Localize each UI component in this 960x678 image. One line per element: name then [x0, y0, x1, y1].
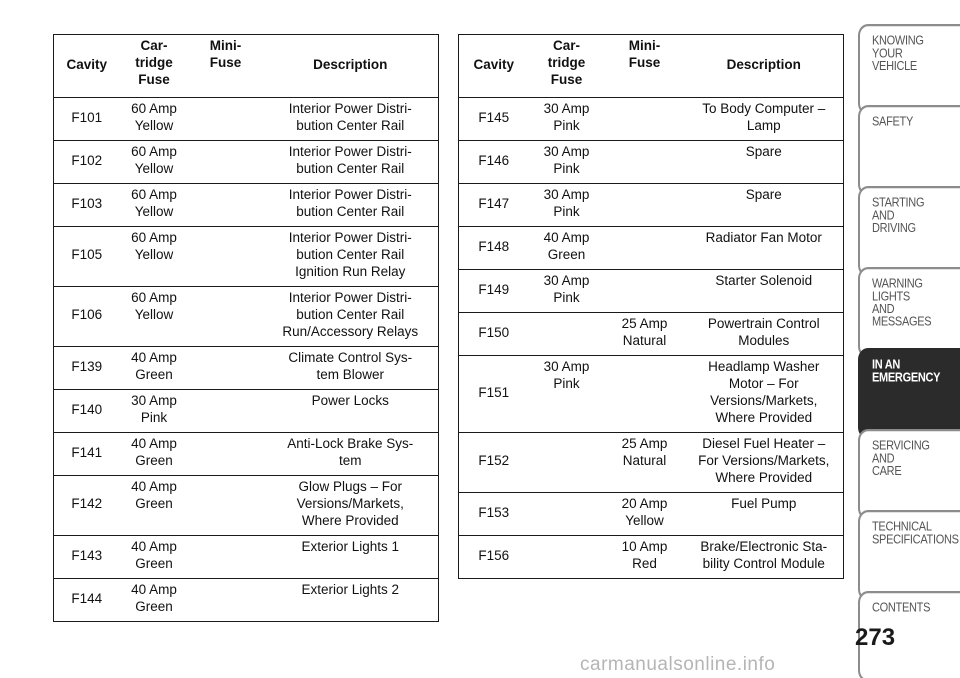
mini-fuse-cell: 25 Amp Natural [605, 313, 685, 356]
table-header-row [54, 35, 439, 98]
page-number: 273 [855, 624, 896, 651]
table-row [459, 313, 844, 356]
mini-fuse-cell [189, 98, 263, 141]
description-cell: Spare [685, 141, 844, 184]
cavity-cell: F142 [54, 476, 120, 536]
table-row [54, 476, 439, 536]
table-header-row [459, 35, 844, 98]
cavity-cell: F143 [54, 536, 120, 579]
cartridge-fuse-cell: 30 Amp Pink [120, 390, 189, 433]
watermark: carmanualsonline.info [580, 654, 776, 675]
section-tab-in-an-emergency[interactable] [858, 348, 960, 439]
mini-fuse-cell [189, 579, 263, 622]
mini-fuse-cell [605, 270, 685, 313]
cavity-cell: F150 [459, 313, 529, 356]
cartridge-fuse-cell: 30 Amp Pink [529, 184, 605, 227]
cartridge-fuse-cell: 40 Amp Green [120, 579, 189, 622]
cartridge-fuse-cell: 40 Amp Green [120, 476, 189, 536]
description-cell: Spare [685, 184, 844, 227]
cavity-cell: F101 [54, 98, 120, 141]
description-cell: Exterior Lights 2 [263, 579, 439, 622]
cartridge-fuse-cell: 40 Amp Green [529, 227, 605, 270]
section-tab-technical-specifications[interactable] [858, 510, 960, 601]
mini-fuse-cell [189, 476, 263, 536]
cartridge-fuse-cell [529, 433, 605, 493]
section-tab-warning-lights-and-messages[interactable] [858, 267, 960, 358]
table-row [459, 184, 844, 227]
header-cavity: Cavity [54, 35, 120, 98]
cartridge-fuse-cell: 30 Amp Pink [529, 98, 605, 141]
description-cell: Interior Power Distri- bution Center Rail Ignition Run Relay [263, 227, 439, 287]
header-mini-fuse: Mini- Fuse [189, 35, 263, 98]
table-row [459, 98, 844, 141]
cavity-cell: F139 [54, 347, 120, 390]
cavity-cell: F149 [459, 270, 529, 313]
mini-fuse-cell [189, 184, 263, 227]
mini-fuse-cell: 25 Amp Natural [605, 433, 685, 493]
section-tab-label: STARTING AND DRIVING [872, 196, 925, 236]
table-row [54, 141, 439, 184]
cavity-cell: F105 [54, 227, 120, 287]
cavity-cell: F146 [459, 141, 529, 184]
cavity-cell: F103 [54, 184, 120, 227]
section-tab-label: TECHNICAL SPECIFICATIONS [872, 520, 959, 547]
cartridge-fuse-cell: 40 Amp Green [120, 347, 189, 390]
description-cell: Starter Solenoid [685, 270, 844, 313]
mini-fuse-cell [189, 433, 263, 476]
cartridge-fuse-cell: 60 Amp Yellow [120, 184, 189, 227]
description-cell: Interior Power Distri- bution Center Rail [263, 141, 439, 184]
header-description: Description [685, 35, 844, 98]
table-row [54, 227, 439, 287]
description-cell: Fuel Pump [685, 493, 844, 536]
table-row [54, 579, 439, 622]
cartridge-fuse-cell: 60 Amp Yellow [120, 98, 189, 141]
cavity-cell: F156 [459, 536, 529, 579]
header-cartridge-fuse: Car- tridge Fuse [120, 35, 189, 98]
table-row [54, 433, 439, 476]
mini-fuse-cell: 20 Amp Yellow [605, 493, 685, 536]
cavity-cell: F141 [54, 433, 120, 476]
mini-fuse-cell [605, 227, 685, 270]
mini-fuse-cell [605, 356, 685, 433]
description-cell: Power Locks [263, 390, 439, 433]
table-row [54, 287, 439, 347]
header-cavity: Cavity [459, 35, 529, 98]
table-row [459, 356, 844, 433]
section-tab-label: KNOWING YOUR VEHICLE [872, 34, 924, 74]
cavity-cell: F106 [54, 287, 120, 347]
cartridge-fuse-cell: 30 Amp Pink [529, 356, 605, 433]
cartridge-fuse-cell: 30 Amp Pink [529, 270, 605, 313]
fuse-table-left [53, 34, 439, 622]
table-row [459, 536, 844, 579]
description-cell: Diesel Fuel Heater – For Versions/Markets, Where Provided [685, 433, 844, 493]
mini-fuse-cell [189, 390, 263, 433]
mini-fuse-cell [605, 98, 685, 141]
description-cell: Radiator Fan Motor [685, 227, 844, 270]
cavity-cell: F151 [459, 356, 529, 433]
mini-fuse-cell [189, 536, 263, 579]
section-tab-servicing-and-care[interactable] [858, 429, 960, 520]
mini-fuse-cell [605, 184, 685, 227]
cartridge-fuse-cell: 40 Amp Green [120, 536, 189, 579]
section-tab-safety[interactable] [858, 105, 960, 196]
cartridge-fuse-cell [529, 536, 605, 579]
cartridge-fuse-cell [529, 493, 605, 536]
table-row [54, 390, 439, 433]
table-row [459, 270, 844, 313]
cavity-cell: F153 [459, 493, 529, 536]
cavity-cell: F148 [459, 227, 529, 270]
section-tab-label: SAFETY [872, 115, 913, 130]
description-cell: Brake/Electronic Sta- bility Control Module [685, 536, 844, 579]
table-row [459, 227, 844, 270]
description-cell: To Body Computer – Lamp [685, 98, 844, 141]
description-cell: Climate Control Sys- tem Blower [263, 347, 439, 390]
mini-fuse-cell [189, 287, 263, 347]
cartridge-fuse-cell: 60 Amp Yellow [120, 141, 189, 184]
fuse-table-right [458, 34, 844, 579]
description-cell: Glow Plugs – For Versions/Markets, Where Provided [263, 476, 439, 536]
cartridge-fuse-cell: 60 Amp Yellow [120, 227, 189, 287]
description-cell: Powertrain Control Modules [685, 313, 844, 356]
table-row [54, 347, 439, 390]
table-row [459, 493, 844, 536]
description-cell: Headlamp Washer Motor – For Versions/Markets, Where Provided [685, 356, 844, 433]
mini-fuse-cell: 10 Amp Red [605, 536, 685, 579]
cartridge-fuse-cell: 40 Amp Green [120, 433, 189, 476]
mini-fuse-cell [189, 347, 263, 390]
section-tab-label: WARNING LIGHTS AND MESSAGES [872, 277, 932, 330]
header-description: Description [263, 35, 439, 98]
section-tab-nav [858, 24, 960, 672]
mini-fuse-cell [189, 227, 263, 287]
cavity-cell: F140 [54, 390, 120, 433]
mini-fuse-cell [189, 141, 263, 184]
cartridge-fuse-cell: 30 Amp Pink [529, 141, 605, 184]
table-row [54, 184, 439, 227]
header-mini-fuse: Mini- Fuse [605, 35, 685, 98]
table-row [459, 141, 844, 184]
cartridge-fuse-cell [529, 313, 605, 356]
table-row [459, 433, 844, 493]
section-tab-label: IN AN EMERGENCY [872, 358, 941, 385]
section-tab-knowing-your-vehicle[interactable] [858, 24, 960, 115]
section-tab-label: SERVICING AND CARE [872, 439, 930, 479]
cavity-cell: F147 [459, 184, 529, 227]
header-cartridge-fuse: Car- tridge Fuse [529, 35, 605, 98]
description-cell: Anti-Lock Brake Sys- tem [263, 433, 439, 476]
cavity-cell: F144 [54, 579, 120, 622]
cavity-cell: F152 [459, 433, 529, 493]
table-row [54, 98, 439, 141]
section-tab-starting-and-driving[interactable] [858, 186, 960, 277]
description-cell: Interior Power Distri- bution Center Rail [263, 98, 439, 141]
description-cell: Interior Power Distri- bution Center Rail Run/Accessory Relays [263, 287, 439, 347]
cavity-cell: F102 [54, 141, 120, 184]
cartridge-fuse-cell: 60 Amp Yellow [120, 287, 189, 347]
table-row [54, 536, 439, 579]
cavity-cell: F145 [459, 98, 529, 141]
description-cell: Interior Power Distri- bution Center Rail [263, 184, 439, 227]
description-cell: Exterior Lights 1 [263, 536, 439, 579]
mini-fuse-cell [605, 141, 685, 184]
section-tab-label: CONTENTS [872, 601, 931, 616]
